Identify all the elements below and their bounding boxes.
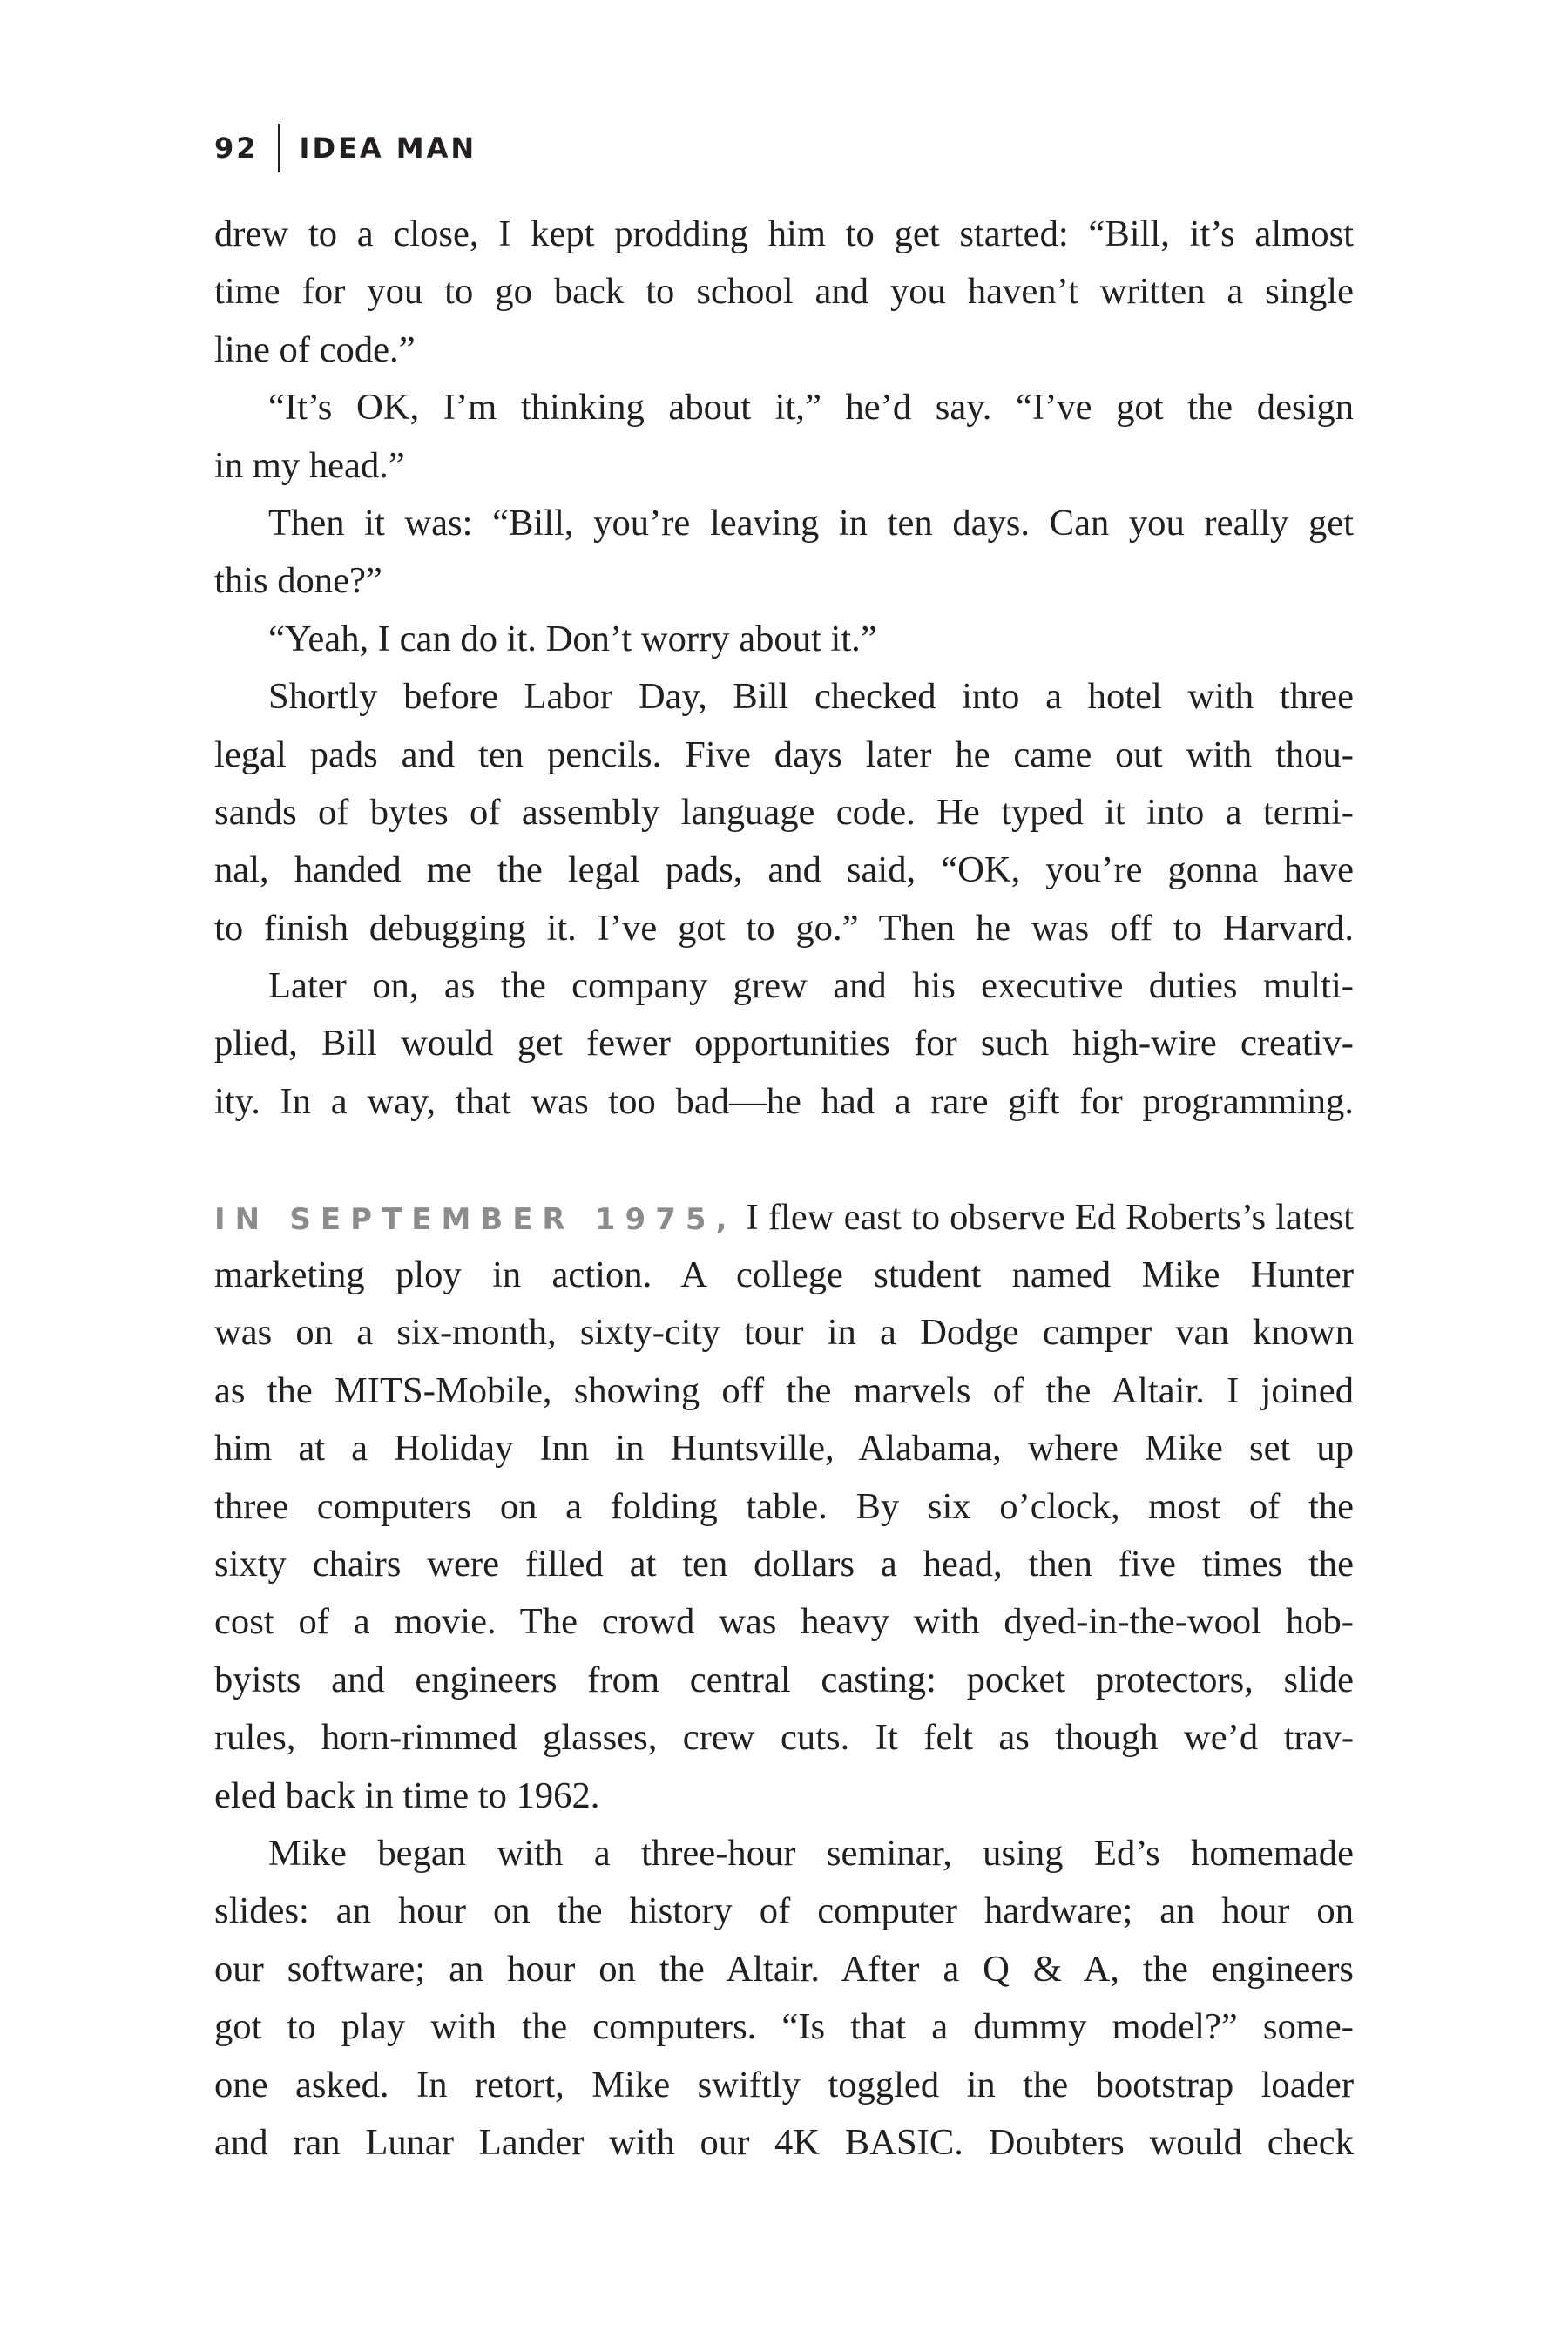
text-line: slides: an hour on the history of computer hardware; an hour on [214,1890,1354,1932]
section-lead-in: IN SEPTEMBER 1975, [214,1201,737,1237]
text-line: Then it was: “Bill, you’re leaving in ten days. Can you really get [268,502,1354,544]
text-line: eled back in time to 1962. [214,1774,600,1816]
text-line: nal, handed me the legal pads, and said, “OK, you’re gonna have [214,849,1354,891]
section-opening-line [214,1189,1354,1247]
text-line: in my head.” [214,444,405,486]
text-line: line of code.” [214,328,416,370]
text-line: Later on, as the company grew and his executive duties multi- [268,965,1354,1007]
text-line: Shortly before Labor Day, Bill checked into a hotel with three [268,676,1354,718]
text-line: and ran Lunar Lander with our 4K BASIC. Doubters would check [214,2121,1354,2163]
text-line: got to play with the computers. “Is that a dummy model?” some- [214,2006,1354,2048]
text-line: time for you to go back to school and you haven’t written a single [214,271,1354,313]
section-break [214,1131,1354,1188]
section-first-line-text: I flew east to observe Ed Roberts’s latest [736,1196,1355,1238]
running-head [214,122,476,174]
text-line: three computers on a folding table. By six o’clock, most of the [214,1485,1354,1527]
text-line: sands of bytes of assembly language code. He typed it into a termi- [214,791,1354,833]
text-line: ity. In a way, that was too bad—he had a rare gift for programming. [214,1080,1354,1122]
text-line: as the MITS-Mobile, showing off the marvels of the Altair. I joined [214,1369,1354,1411]
text-line: plied, Bill would get fewer opportunities for such high-wire creativ- [214,1023,1354,1064]
text-line: cost of a movie. The crowd was heavy with dyed-in-the-wool hob- [214,1601,1354,1643]
text-line: legal pads and ten pencils. Five days later he came out with thou- [214,733,1354,775]
text-line: “It’s OK, I’m thinking about it,” he’d say. “I’ve got the design [268,387,1354,429]
text-line: one asked. In retort, Mike swiftly toggled in the bootstrap loader [214,2064,1354,2105]
text-line: “Yeah, I can do it. Don’t worry about it.” [268,618,877,659]
book-title: IDEA MAN [299,132,477,165]
text-line: him at a Holiday Inn in Huntsville, Alabama, where Mike set up [214,1428,1354,1470]
text-line: byists and engineers from central casting: pocket protectors, slide [214,1659,1354,1700]
text-line: sixty chairs were filled at ten dollars a head, then five times the [214,1543,1354,1585]
text-line: drew to a close, I kept prodding him to get started: “Bill, it’s almost [214,213,1354,254]
text-line: to finish debugging it. I’ve got to go.” Then he was off to Harvard. [214,907,1354,949]
text-line: marketing ploy in action. A college student named Mike Hunter [214,1254,1354,1296]
text-line: Mike began with a three-hour seminar, using Ed’s homemade [268,1832,1354,1874]
header-divider [278,124,280,172]
text-line: rules, horn-rimmed glasses, crew cuts. It felt as though we’d trav- [214,1717,1354,1759]
body-text [214,206,1354,2172]
text-line: was on a six-month, sixty-city tour in a Dodge camper van known [214,1312,1354,1354]
text-line: this done?” [214,560,382,602]
text-line: our software; an hour on the Altair. After a Q & A, the engineers [214,1948,1354,1990]
page-number: 92 [214,132,259,165]
